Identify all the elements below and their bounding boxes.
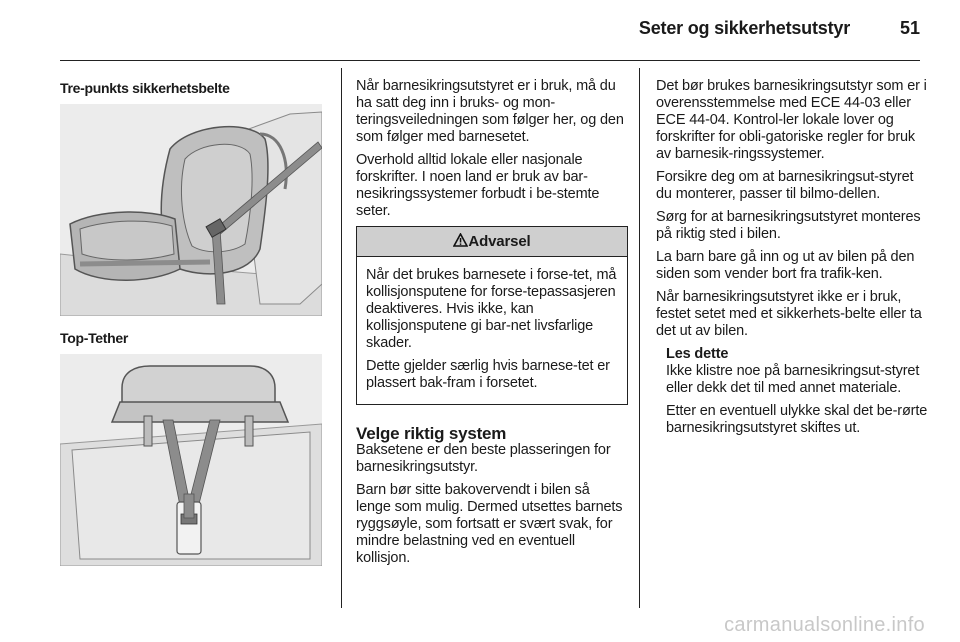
child-seat-belt-illustration	[60, 104, 322, 316]
body-paragraph: Barn bør sitte bakovervendt i bilen så lenge som mulig. Dermed utsettes barnets ryggsøyle, som fortsatt er svært svak, for mindre belastning ved en eventuell kollisjon.	[356, 482, 623, 566]
note-paragraph: Etter en eventuell ulykke skal det be-rørte barnesikringsutstyret skiftes ut.	[666, 403, 928, 436]
note-block	[666, 346, 928, 437]
note-heading: Les dette	[666, 346, 729, 362]
figure-caption-three-point-belt: Tre-punkts sikkerhetsbelte	[60, 80, 230, 96]
column-divider-right	[639, 68, 640, 608]
warning-header	[357, 227, 627, 257]
child-seat-belt-drawing	[60, 104, 322, 316]
body-paragraph: Forsikre deg om at barnesikringsut-styret du monterer, passer til bilmo-dellen.	[656, 169, 914, 202]
page-number: 51	[899, 18, 920, 38]
middle-column	[356, 78, 628, 573]
body-paragraph: La barn bare gå inn og ut av bilen på den siden som vender bort fra trafik-ken.	[656, 249, 915, 282]
section-heading: Velge riktig system	[356, 424, 507, 443]
warning-box	[356, 226, 628, 405]
top-tether-illustration	[60, 354, 322, 566]
body-paragraph: Når barnesikringsutstyret er i bruk, må du ha satt deg inn i bruks- og mon-teringsveiledningen som følger her, og den som følger med barnesetet.	[356, 78, 624, 145]
figure-caption-top-tether: Top-Tether	[60, 330, 129, 346]
note-paragraph: Ikke klistre noe på barnesikringsut-styret eller dekk det til med annet materiale.	[666, 363, 920, 396]
body-paragraph: Når barnesikringsutstyret ikke er i bruk, festet setet med et sikkerhets-belte eller ta det ut av bilen.	[656, 289, 922, 339]
column-divider-left	[341, 68, 342, 608]
body-paragraph: Baksetene er den beste plasseringen for barnesikringsutstyr.	[356, 442, 611, 475]
warning-body	[357, 257, 627, 404]
warning-paragraph: Dette gjelder særlig hvis barnese-tet er plassert bak-fram i forsetet.	[366, 358, 610, 391]
body-paragraph: Det bør brukes barnesikringsutstyr som er i overensstemmelse med ECE 44-03 eller ECE 44-04. Kontrol-ler lokale lover og forskrifter for obli-gatoriske regler for bruk av barnesik-ringssystemer.	[656, 78, 927, 162]
warning-title: Advarsel	[468, 233, 531, 250]
chapter-title: Seter og sikkerhetsutstyr	[638, 18, 850, 38]
warning-triangle-icon	[453, 233, 468, 247]
header-divider	[60, 60, 920, 61]
warning-paragraph: Når det brukes barnesete i forse-tet, må kollisjonsputene for forse-tepassasjeren deaktiveres. Hvis ikke, kan kollisjonsputene gi bar-net livsfarlige skader.	[366, 267, 617, 351]
right-column	[656, 78, 928, 443]
body-paragraph: Overhold alltid lokale eller nasjonale forskrifter. I noen land er bruk av bar-nesikringssystemer forbudt i be-stemte seter.	[356, 152, 600, 219]
top-tether-drawing	[60, 354, 322, 566]
body-paragraph: Sørg for at barnesikringsutstyret monteres på riktig sted i bilen.	[656, 209, 921, 242]
watermark: carmanualsonline.info	[724, 614, 925, 636]
